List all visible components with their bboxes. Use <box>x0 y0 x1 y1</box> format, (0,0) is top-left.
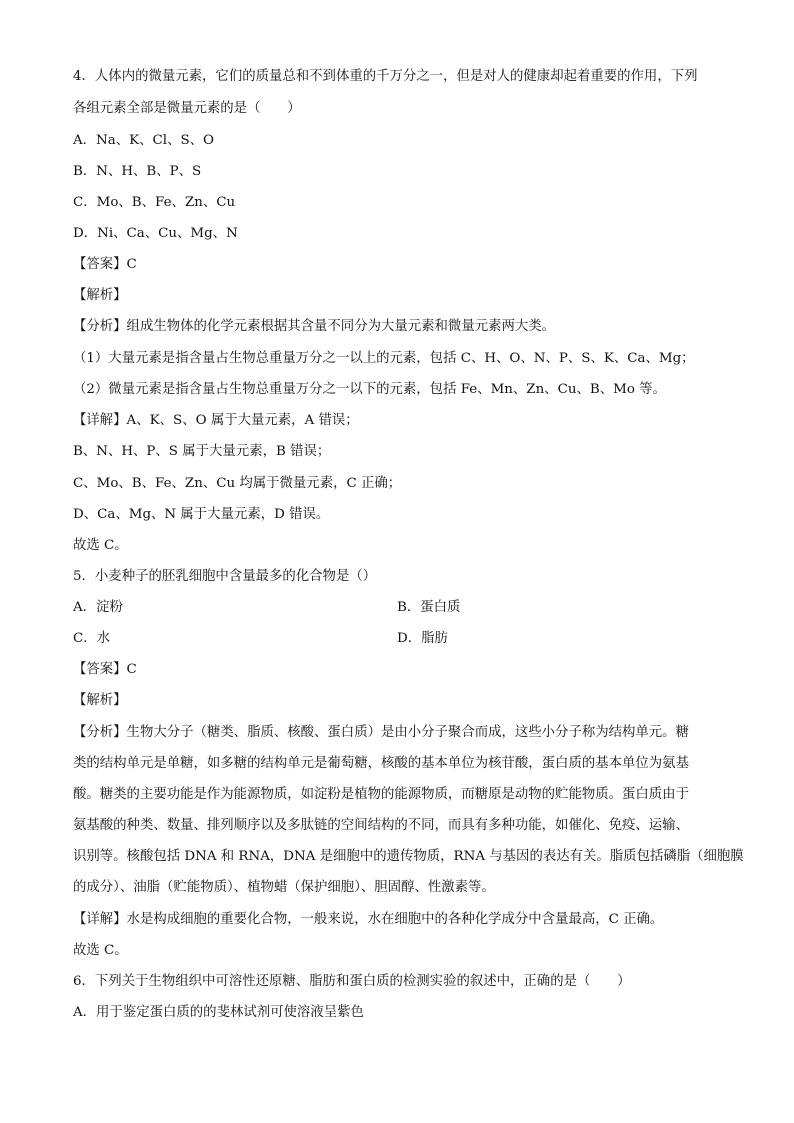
q4-option-c: C．Mo、B、Fe、Zn、Cu <box>73 195 236 210</box>
q4-conclusion: 故选 C。 <box>73 538 128 553</box>
q5-option-b: B．蛋白质 <box>397 600 461 615</box>
q5-fenxi-line4: 氨基酸的种类、数量、排列顺序以及多肽链的空间结构的不同，而具有多种功能，如催化、免疫、运输、 <box>73 818 689 833</box>
q5-fenxi-line3: 酸。糖类的主要功能是作为能源物质，如淀粉是植物的能源物质，而糖原是动物的贮能物质。蛋白质由于 <box>73 787 689 802</box>
q4-fenxi: 【分析】组成生物体的化学元素根据其含量不同分为大量元素和微量元素两大类。 <box>73 319 556 334</box>
q4-option-d: D．Ni、Ca、Cu、Mg、N <box>73 226 238 241</box>
q4-detail1: 【详解】A、K、S、O 属于大量元素，A 错误； <box>73 413 359 428</box>
q4-analysis-title: 【解析】 <box>73 288 127 303</box>
q5-detail: 【详解】水是构成细胞的重要化合物，一般来说，水在细胞中的各种化学成分中含量最高，C 正确。 <box>73 912 664 927</box>
q4-stem-line2: 各组元素全部是微量元素的是（ ） <box>73 101 301 116</box>
q4-detail2: B、N、H、P、S 属于大量元素，B 错误； <box>73 444 331 459</box>
q5-option-a: A．淀粉 <box>73 600 123 615</box>
q5-conclusion: 故选 C。 <box>73 943 128 958</box>
q4-option-a: A．Na、K、Cl、S、O <box>73 133 215 148</box>
q4-answer: 【答案】C <box>73 257 137 272</box>
q4-detail3: C、Mo、B、Fe、Zn、Cu 均属于微量元素，C 正确； <box>73 476 402 491</box>
q5-fenxi-line2: 类的结构单元是单糖，如多糖的结构单元是葡萄糖，核酸的基本单位为核苷酸，蛋白质的基本单位为氨基 <box>73 756 689 771</box>
q5-analysis-title: 【解析】 <box>73 693 127 708</box>
q5-option-d: D．脂肪 <box>397 631 448 646</box>
q5-option-c: C．水 <box>73 631 111 646</box>
q6-option-a: A．用于鉴定蛋白质的的斐林试剂可使溶液呈紫色 <box>73 1005 364 1020</box>
q5-fenxi-line6: 的成分）、油脂（贮能物质）、植物蜡（保护细胞）、胆固醇、性激素等。 <box>73 880 495 895</box>
q5-stem: 5．小麦种子的胚乳细胞中含量最多的化合物是（） <box>73 569 377 584</box>
q6-stem: 6．下列关于生物组织中可溶性还原糖、脂肪和蛋白质的检测实验的叙述中，正确的是（ ） <box>73 974 631 989</box>
q4-point1: （1）大量元素是指含量占生物总重量万分之一以上的元素，包括 C、H、O、N、P、S、K、Ca、Mg； <box>73 351 695 366</box>
q4-option-b: B．N、H、B、P、S <box>73 164 202 179</box>
q5-answer: 【答案】C <box>73 662 137 677</box>
q4-stem-line1: 4．人体内的微量元素，它们的质量总和不到体重的千万分之一，但是对人的健康却起着重要的作用，下列 <box>73 69 698 84</box>
q4-detail4: D、Ca、Mg、N 属于大量元素，D 错误。 <box>73 507 330 522</box>
q4-point2: （2）微量元素是指含量占生物总重量万分之一以下的元素，包括 Fe、Mn、Zn、Cu、B、Mo 等。 <box>73 382 666 397</box>
q5-fenxi-line1: 【分析】生物大分子（糖类、脂质、核酸、蛋白质）是由小分子聚合而成，这些小分子称为结构单元。糖 <box>73 725 689 740</box>
q5-fenxi-line5: 识别等。核酸包括 DNA 和 RNA，DNA 是细胞中的遗传物质，RNA 与基因的表达有关。脂质包括磷脂（细胞膜 <box>73 849 744 864</box>
